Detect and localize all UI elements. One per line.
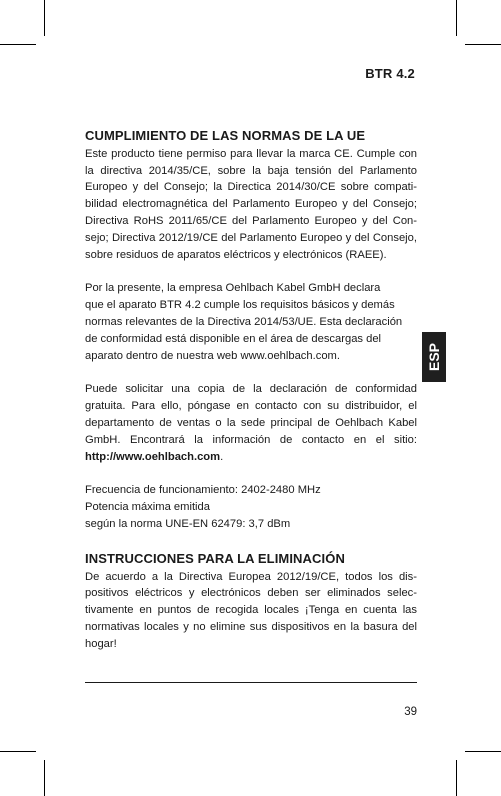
model-header: BTR 4.2 xyxy=(365,66,415,81)
declaration-line: Por la presente, la empresa Oehlbach Kabel GmbH declara xyxy=(85,282,381,295)
paragraph-ce-directives: Este producto tiene permiso para llevar la marca CE. Cumple con la directiva 2014/35/CE, sobre la baja tensión del Parlamento Europeo y del Consejo; la Directica 2014/30/CE sobre compatibilidad electromagnética del Parlamento Europeo y del Consejo; Directiva RoHS 2011/65/CE del Parlamento Europeo y del Consejo; Directiva 2012/19/CE del Parlamento Europeo y del Consejo, sobre residuos de aparatos eléctricos y electrónicos (RAEE). xyxy=(85,147,417,261)
frequency-spec: Frecuencia de funcionamiento: 2402-2480 MHz xyxy=(85,484,321,497)
footer-divider xyxy=(85,682,417,683)
crop-mark xyxy=(0,751,36,752)
request-copy-text: Puede solicitar una copia de la declaración de conformidad gratuita. Para ello, póngase en contacto con su distribuidor, el departamento de ventas o la sede principal de Oehlbach Kabel GmbH. Encontrará la información de contacto en el sitio: xyxy=(85,383,417,446)
page-content xyxy=(85,128,417,653)
declaration-line: aparato dentro de nuestra web www.oehlbach.com. xyxy=(85,349,340,362)
declaration-line: de conformidad está disponible en el área de descargas del xyxy=(85,332,382,345)
page-number: 39 xyxy=(404,706,417,718)
crop-mark xyxy=(44,760,45,796)
declaration-line: normas relevantes de la Directiva 2014/53/UE. Esta declaración xyxy=(85,315,403,328)
crop-mark xyxy=(465,751,501,752)
power-spec-line1: Potencia máxima emitida xyxy=(85,501,210,514)
crop-mark xyxy=(456,760,457,796)
paragraph-declaration xyxy=(85,280,417,364)
paragraph-disposal: De acuerdo a la Directiva Europea 2012/19/CE, todos los dispositivos eléctricos y electrónicos deben ser eliminados selectivamente en puntos de recogida locales ¡Tenga en cuenta las normativas locales y no elimine sus dispositivos en la basura del hogar! xyxy=(85,570,417,650)
paragraph-request-copy xyxy=(85,381,417,465)
request-copy-end: . xyxy=(220,450,224,463)
power-spec-line2: según la norma UNE-EN 62479: 3,7 dBm xyxy=(85,517,291,530)
crop-mark xyxy=(456,0,457,36)
crop-mark xyxy=(465,44,501,45)
declaration-line: que el aparato BTR 4.2 cumple los requisitos básicos y demás xyxy=(85,299,395,312)
section-title-disposal: INSTRUCCIONES PARA LA ELIMINACIÓN xyxy=(85,550,345,566)
language-tab-label: ESP xyxy=(426,342,443,372)
language-tab xyxy=(422,332,446,382)
crop-mark xyxy=(0,44,36,45)
section-title-eu-compliance: CUMPLIMIENTO DE LAS NORMAS DE LA UE xyxy=(85,128,366,143)
crop-mark xyxy=(44,0,45,36)
paragraph-specs xyxy=(85,482,417,532)
website-link[interactable]: http://www.oehlbach.com xyxy=(85,450,221,463)
